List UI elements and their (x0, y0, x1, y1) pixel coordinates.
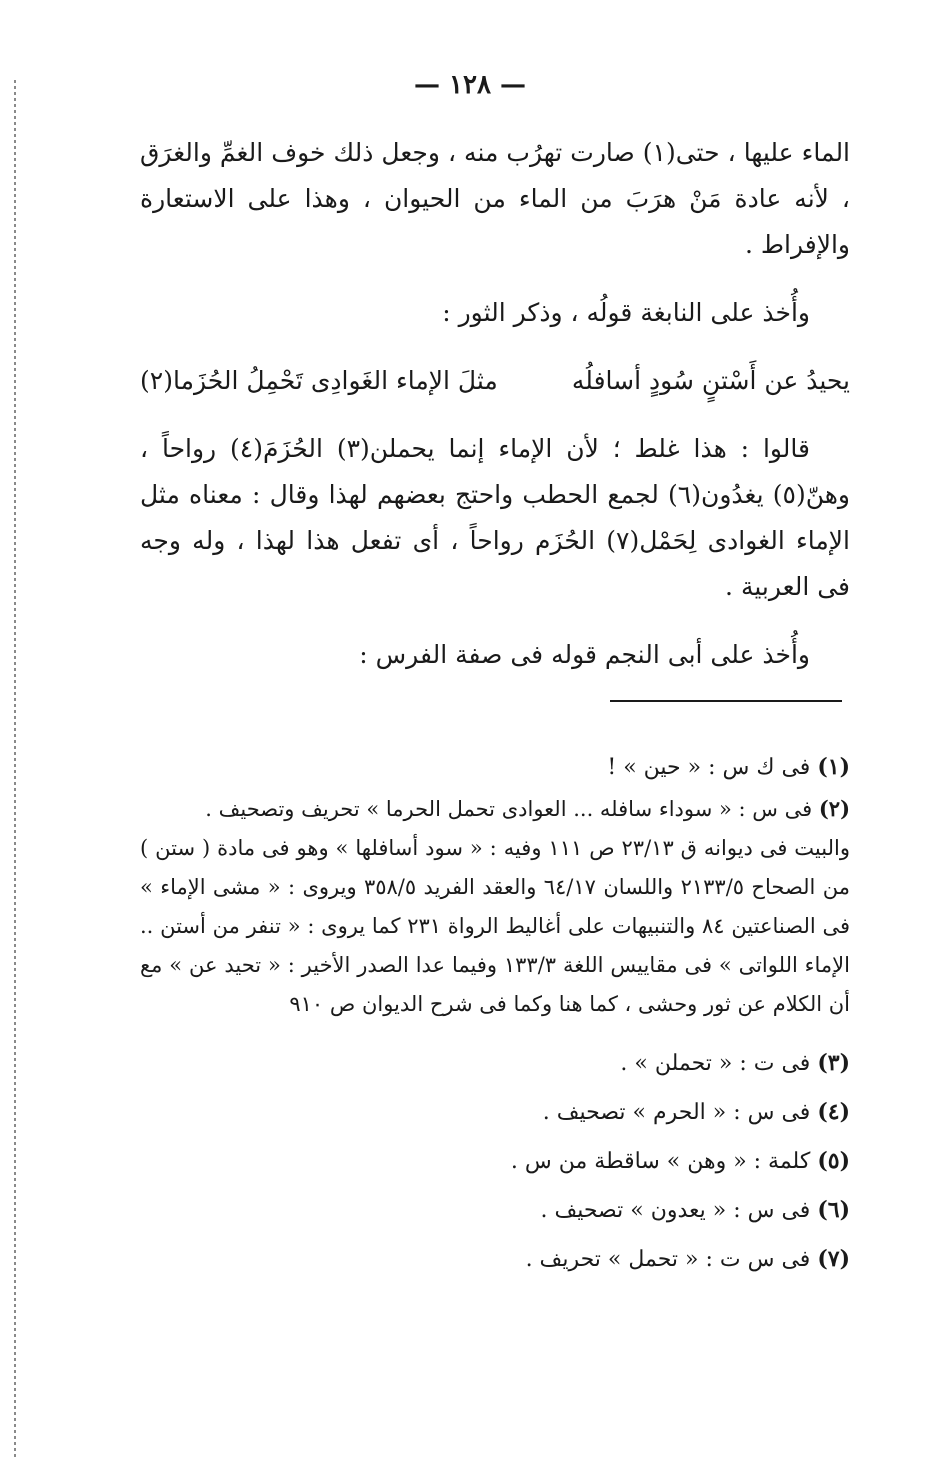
footnote-5 (140, 1140, 850, 1183)
footnote-text: فى ك س : « حين » ! (607, 755, 811, 780)
footnote-4 (140, 1091, 850, 1134)
footnote-number: (١) (817, 754, 850, 780)
footnote-number: (٥) (817, 1148, 850, 1174)
verse (140, 358, 850, 404)
footnote-text: فى س ت : « تحمل » تحريف . (525, 1247, 811, 1272)
paragraph-3: قالوا : هذا غلط ؛ لأن الإماء إنما يحملن(٣) الحُزَمَ(٤) رواحاً ، وهنّ(٥) يغدُون(٦) لجمع الحطب واحتج بعضهم لهذا وقال : معناه مثل الإماء الغوادى لِحَمْل(٧) الحُزَم رواحاً ، أى تفعل هذا لهذا ، وله وجه فى العربية . (140, 434, 850, 601)
footnote-text-continued: والبيت فى ديوانه ق ٢٣/١٣ ص ١١١ وفيه : « سود أسافلها » وهو فى مادة ( ستن ) من الصحاح ٢١٣٣/٥ واللسان ٦٤/١٧ والعقد الفريد ٣٥٨/٥ ويروى : « مشى الإماء » فى الصناعتين ٨٤ والتنبيهات على أغاليط الرواة ٢٣١ كما يروى : « تنفر من أستن .. الإماء اللواتى » فى مقاييس اللغة ١٣٣/٣ وفيما عدا الصدر الأخير : « تحيد عن » مع أن الكلام عن ثور وحشى ، كما هنا وكما فى شرح الديوان ص ٩١٠ (140, 836, 850, 1016)
paragraph-4: وأُخذ على أبى النجم قوله فى صفة الفرس : (359, 640, 810, 669)
main-text (140, 130, 850, 678)
footnote-text: فى س : « يعدون » تصحيف . (540, 1198, 811, 1223)
footnote-number: (٧) (817, 1246, 850, 1272)
footnote-text: كلمة : « وهن » ساقطة من س . (510, 1149, 811, 1174)
paragraph-2: وأُخذ على النابغة قولُه ، وذكر الثور : (442, 298, 810, 327)
footnote-number: (٦) (817, 1197, 850, 1223)
page-number: — ١٢٨ — (413, 70, 527, 100)
footnote-1 (140, 746, 850, 789)
paragraph-1: الماء عليها ، حتى(١) صارت تهرُب منه ، وجعل ذلك خوف الغمِّ والغرَق ، لأنه عادة مَنْ هرَبَ من الماء من الحيوان ، وهذا على الاستعارة والإفراط . (140, 138, 851, 259)
verse-second-hemistich: مثلَ الإماء الغَوادِى تَحْمِلُ الحُزَما(٢) (140, 366, 498, 395)
footnote-text: فى ت : « تحملن » . (620, 1051, 811, 1076)
footnote-2 (140, 789, 850, 1024)
verse-first-hemistich: يحيدُ عن أَسْتنٍ سُودٍ أسافلُه (571, 366, 850, 395)
footnote-number: (٢) (818, 796, 850, 821)
footnote-text: فى س : « الحرم » تصحيف . (542, 1100, 811, 1125)
footnote-number: (٣) (817, 1050, 850, 1076)
footnote-number: (٤) (817, 1099, 850, 1125)
footnote-separator (610, 700, 842, 702)
scan-margin-line (14, 80, 16, 1460)
footnotes (140, 740, 850, 1281)
footnote-3 (140, 1042, 850, 1085)
footnote-7 (140, 1238, 850, 1281)
footnote-6 (140, 1189, 850, 1232)
footnote-text: فى س : « سوداء سافله ... العوادى تحمل الحرما » تحريف وتصحيف . (205, 797, 813, 821)
